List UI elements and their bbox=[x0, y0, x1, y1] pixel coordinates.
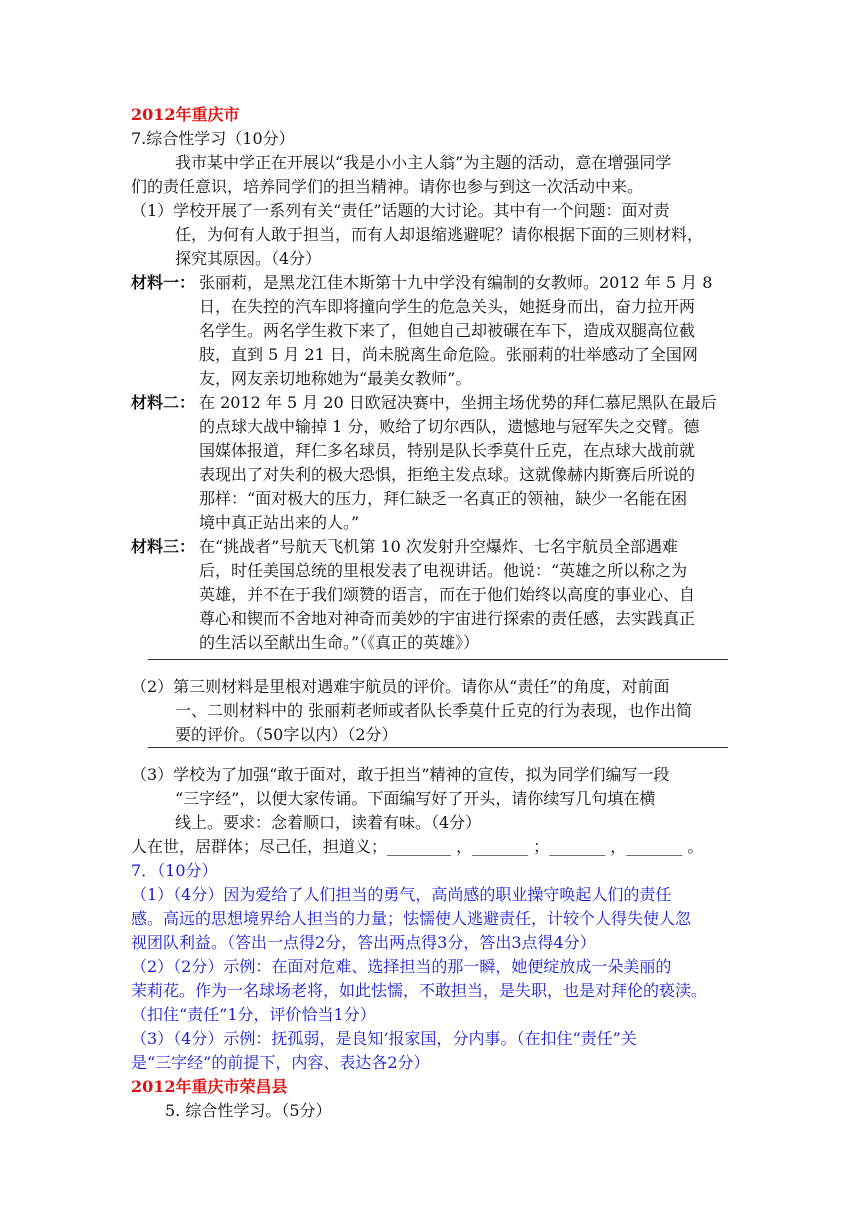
question-title: 7.综合性学习（10分） bbox=[131, 129, 295, 148]
material-2-line: 国媒体报道，拜仁多名球员，特别是队长季莫什丘克，在点球大战前就 bbox=[199, 441, 696, 460]
material-2-line: 境中真正站出来的人。” bbox=[199, 513, 360, 532]
intro-line: 们的责任意识，培养同学们的担当精神。请你也参与到这一次活动中来。 bbox=[131, 177, 644, 196]
material-3-line: 在“挑战者”号航天飞机第 10 次发射升空爆炸、七名宇航员全部遇难 bbox=[199, 537, 678, 556]
intro-line: 我市某中学正在开展以“我是小小主人翁”为主题的活动，意在增强同学 bbox=[175, 153, 672, 172]
question-title: 5. 综合性学习。（5分） bbox=[165, 1101, 332, 1120]
answer-line: （扣住“责任”1分，评价恰当1分） bbox=[131, 1005, 376, 1024]
question-1-line: 探究其原因。（4分） bbox=[175, 249, 322, 268]
answer-rule bbox=[148, 659, 728, 660]
answer-line: 视团队利益。（答出一点得2分，答出两点得3分，答出3点得4分） bbox=[131, 933, 596, 952]
question-1-line: 任，为何有人敢于担当，而有人却退缩逃避呢？请你根据下面的三则材料， bbox=[175, 225, 704, 244]
answer-line: 感。高远的思想境界给人担当的力量；怯懦使人逃避责任，计较个人得失使人忽 bbox=[131, 909, 692, 928]
fill-blank-line: 人在世，居群体；尽己任，担道义；________ ，_______ ；_______ ，_______ 。 bbox=[131, 837, 704, 856]
question-3-line: （3）学校为了加强“敢于面对，敢于担当”精神的宣传，拟为同学们编写一段 bbox=[131, 765, 670, 784]
material-3-label: 材料三： bbox=[131, 537, 196, 556]
material-2-label: 材料二： bbox=[131, 393, 196, 412]
answer-line: （3）（4分）示例：抚孤弱，是良知‘报家国，分内事。（在扣住“责任”关 bbox=[131, 1029, 637, 1048]
material-3-line: 尊心和锲而不舍地对神奇而美妙的宇宙进行探索的责任感，去实践真正 bbox=[199, 609, 696, 628]
material-2-line: 那样：“面对极大的压力，拜仁缺乏一名真正的领袖，缺少一名能在困 bbox=[199, 489, 688, 508]
question-1-line: （1）学校开展了一系列有关“责任”话题的大讨论。其中有一个问题：面对责 bbox=[131, 201, 670, 220]
section-heading: 2012年重庆市 bbox=[131, 105, 240, 124]
answer-line: （2）（2分）示例：在面对危难、选择担当的那一瞬，她便绽放成一朵美丽的 bbox=[131, 957, 672, 976]
question-2-line: （2）第三则材料是里根对遇难宇航员的评价。请你从“责任”的角度，对前面 bbox=[131, 677, 670, 696]
material-3-line: 后，时任美国总统的里根发表了电视讲话。他说：“英雄之所以称之为 bbox=[199, 561, 688, 580]
question-2-line: 要的评价。（50字以内）（2分） bbox=[175, 725, 398, 744]
material-1-line: 友，网友亲切地称她为“最美女教师”。 bbox=[199, 369, 472, 388]
question-3-line: 线上。要求：念着顺口，读着有味。（4分） bbox=[175, 813, 482, 832]
material-1-line: 名学生。两名学生救下来了，但她自己却被碾在车下，造成双腿高位截 bbox=[199, 321, 696, 340]
material-2-line: 表现出了对失利的极大恐惧，拒绝主发点球。这就像赫内斯赛后所说的 bbox=[199, 465, 696, 484]
material-1-label: 材料一： bbox=[131, 273, 196, 292]
material-3-line: 英雄，并不在于我们颂赞的语言，而在于他们始终以高度的事业心、自 bbox=[199, 585, 696, 604]
material-2-line: 的点球大战中输掉 1 分，败给了切尔西队，遗憾地与冠军失之交臂。德 bbox=[199, 417, 700, 436]
material-3-line: 的生活以至献出生命。”（《真正的英雄》） bbox=[199, 633, 480, 652]
section-heading: 2012年重庆市荣昌县 bbox=[131, 1077, 288, 1096]
answer-line: （1）（4分）因为爱给了人们担当的勇气，高尚感的职业操守唤起人们的责任 bbox=[131, 885, 672, 904]
material-1-line: 张丽莉，是黑龙江佳木斯第十九中学没有编制的女教师。2012 年 5 月 8 bbox=[199, 273, 713, 292]
answer-line: 茉莉花。作为一名球场老将，如此怯懦，不敢担当，是失职，也是对拜伦的亵渎。 bbox=[131, 981, 708, 1000]
material-1-line: 日，在失控的汽车即将撞向学生的危急关头，她挺身而出，奋力拉开两 bbox=[199, 297, 696, 316]
answer-line: 是“三字经”的前提下，内容、表达各2分） bbox=[131, 1053, 430, 1072]
material-2-line: 在 2012 年 5 月 20 日欧冠决赛中，坐拥主场优势的拜仁慕尼黑队在最后 bbox=[199, 393, 717, 412]
answer-title: 7．（10分） bbox=[131, 861, 218, 880]
question-2-line: 一、二则材料中的 张丽莉老师或者队长季莫什丘克的行为表现，也作出简 bbox=[175, 701, 693, 720]
material-1-line: 肢，直到 5 月 21 日，尚未脱离生命危险。张丽莉的壮举感动了全国网 bbox=[199, 345, 698, 364]
question-3-line: “三字经”，以便大家传诵。下面编写好了开头，请你续写几句填在横 bbox=[175, 789, 656, 808]
answer-rule bbox=[148, 747, 728, 748]
